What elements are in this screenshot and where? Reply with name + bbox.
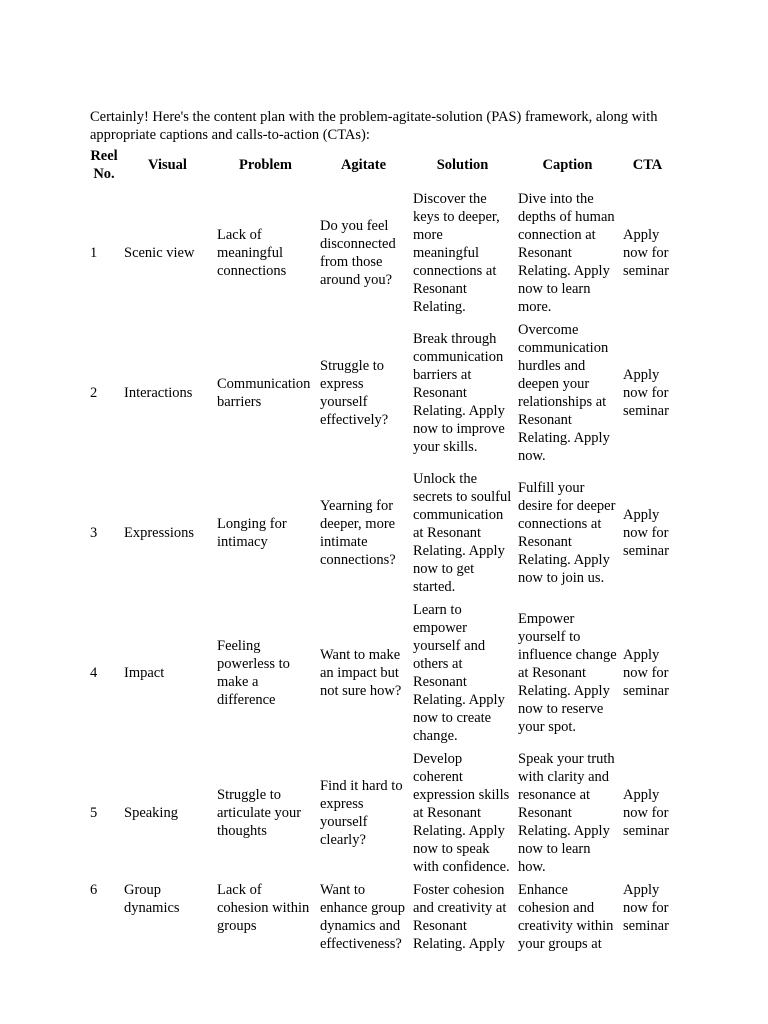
cell-cta: Apply now for seminar xyxy=(623,227,669,279)
cell-problem: Communication barriers xyxy=(217,376,311,410)
header-reel-no: Reel No. xyxy=(90,148,118,182)
cell-reel-no: 6 xyxy=(90,882,98,898)
table-row xyxy=(87,745,675,881)
cell-cta: Apply now for seminar xyxy=(623,367,669,419)
cell-visual: Scenic view xyxy=(124,245,195,261)
intro-paragraph: Certainly! Here's the content plan with the problem-agitate-solution (PAS) framework, along with appropriate captions and calls-to-action (CTAs): xyxy=(90,108,658,143)
cell-cta: Apply now for seminar xyxy=(623,507,669,559)
cell-cta: Apply now for seminar xyxy=(623,787,669,839)
cell-visual: Speaking xyxy=(124,805,178,821)
cell-reel-no: 4 xyxy=(90,665,98,681)
cell-agitate: Yearning for deeper, more intimate connections? xyxy=(320,498,396,568)
table-header-row xyxy=(87,145,675,185)
header-problem: Problem xyxy=(239,157,292,173)
header-cta: CTA xyxy=(632,157,663,173)
cell-reel-no: 2 xyxy=(90,385,98,401)
table-row xyxy=(87,321,675,465)
cell-caption: Empower yourself to influence change at Resonant Relating. Apply now to reserve your spot. xyxy=(518,611,617,735)
cell-problem: Lack of cohesion within groups xyxy=(217,882,310,934)
header-visual: Visual xyxy=(148,157,187,173)
table-row xyxy=(87,601,675,745)
content-plan-table xyxy=(87,145,675,957)
cell-caption: Dive into the depths of human connection at Resonant Relating. Apply now to learn more. xyxy=(518,191,615,315)
cell-agitate: Struggle to express yourself effectively? xyxy=(320,358,389,428)
cell-visual: Group dynamics xyxy=(124,882,180,916)
cell-problem: Feeling powerless to make a difference xyxy=(217,638,290,708)
cell-problem: Lack of meaningful connections xyxy=(217,227,287,279)
cell-cta: Apply now for seminar xyxy=(623,647,669,699)
table-row xyxy=(87,881,675,957)
table-row xyxy=(87,465,675,601)
table-row xyxy=(87,185,675,321)
cell-reel-no: 1 xyxy=(90,245,98,261)
cell-solution: Develop coherent expression skills at Resonant Relating. Apply now to speak with confidence. xyxy=(413,751,510,875)
header-caption: Caption xyxy=(542,157,593,173)
header-solution: Solution xyxy=(436,157,489,173)
cell-caption: Enhance cohesion and creativity within your groups at xyxy=(518,882,614,952)
cell-visual: Expressions xyxy=(124,525,195,541)
cell-solution: Break through communication barriers at Resonant Relating. Apply now to improve your skills. xyxy=(413,331,505,455)
cell-reel-no: 3 xyxy=(90,525,98,541)
cell-caption: Speak your truth with clarity and resonance at Resonant Relating. Apply now to learn how. xyxy=(518,751,615,875)
cell-cta: Apply now for seminar xyxy=(623,882,669,934)
cell-visual: Interactions xyxy=(124,385,193,401)
cell-reel-no: 5 xyxy=(90,805,98,821)
cell-agitate: Find it hard to express yourself clearly? xyxy=(320,778,403,848)
cell-problem: Struggle to articulate your thoughts xyxy=(217,787,302,839)
cell-solution: Unlock the secrets to soulful communication at Resonant Relating. Apply now to get started. xyxy=(413,471,512,595)
cell-agitate: Want to make an impact but not sure how? xyxy=(320,647,402,699)
cell-caption: Overcome communication hurdles and deepen your relationships at Resonant Relating. Apply now. xyxy=(518,322,610,464)
cell-solution: Learn to empower yourself and others at Resonant Relating. Apply now to create change. xyxy=(413,602,505,744)
cell-visual: Impact xyxy=(124,665,165,681)
cell-solution: Discover the keys to deeper, more meaningful connections at Resonant Relating. xyxy=(413,191,500,315)
cell-problem: Longing for intimacy xyxy=(217,516,287,550)
cell-agitate: Do you feel disconnected from those around you? xyxy=(320,218,396,288)
cell-solution: Foster cohesion and creativity at Resonant Relating. Apply xyxy=(413,882,507,952)
header-agitate: Agitate xyxy=(340,157,387,173)
cell-caption: Fulfill your desire for deeper connections at Resonant Relating. Apply now to join us. xyxy=(518,480,616,586)
cell-agitate: Want to enhance group dynamics and effectiveness? xyxy=(320,882,405,952)
